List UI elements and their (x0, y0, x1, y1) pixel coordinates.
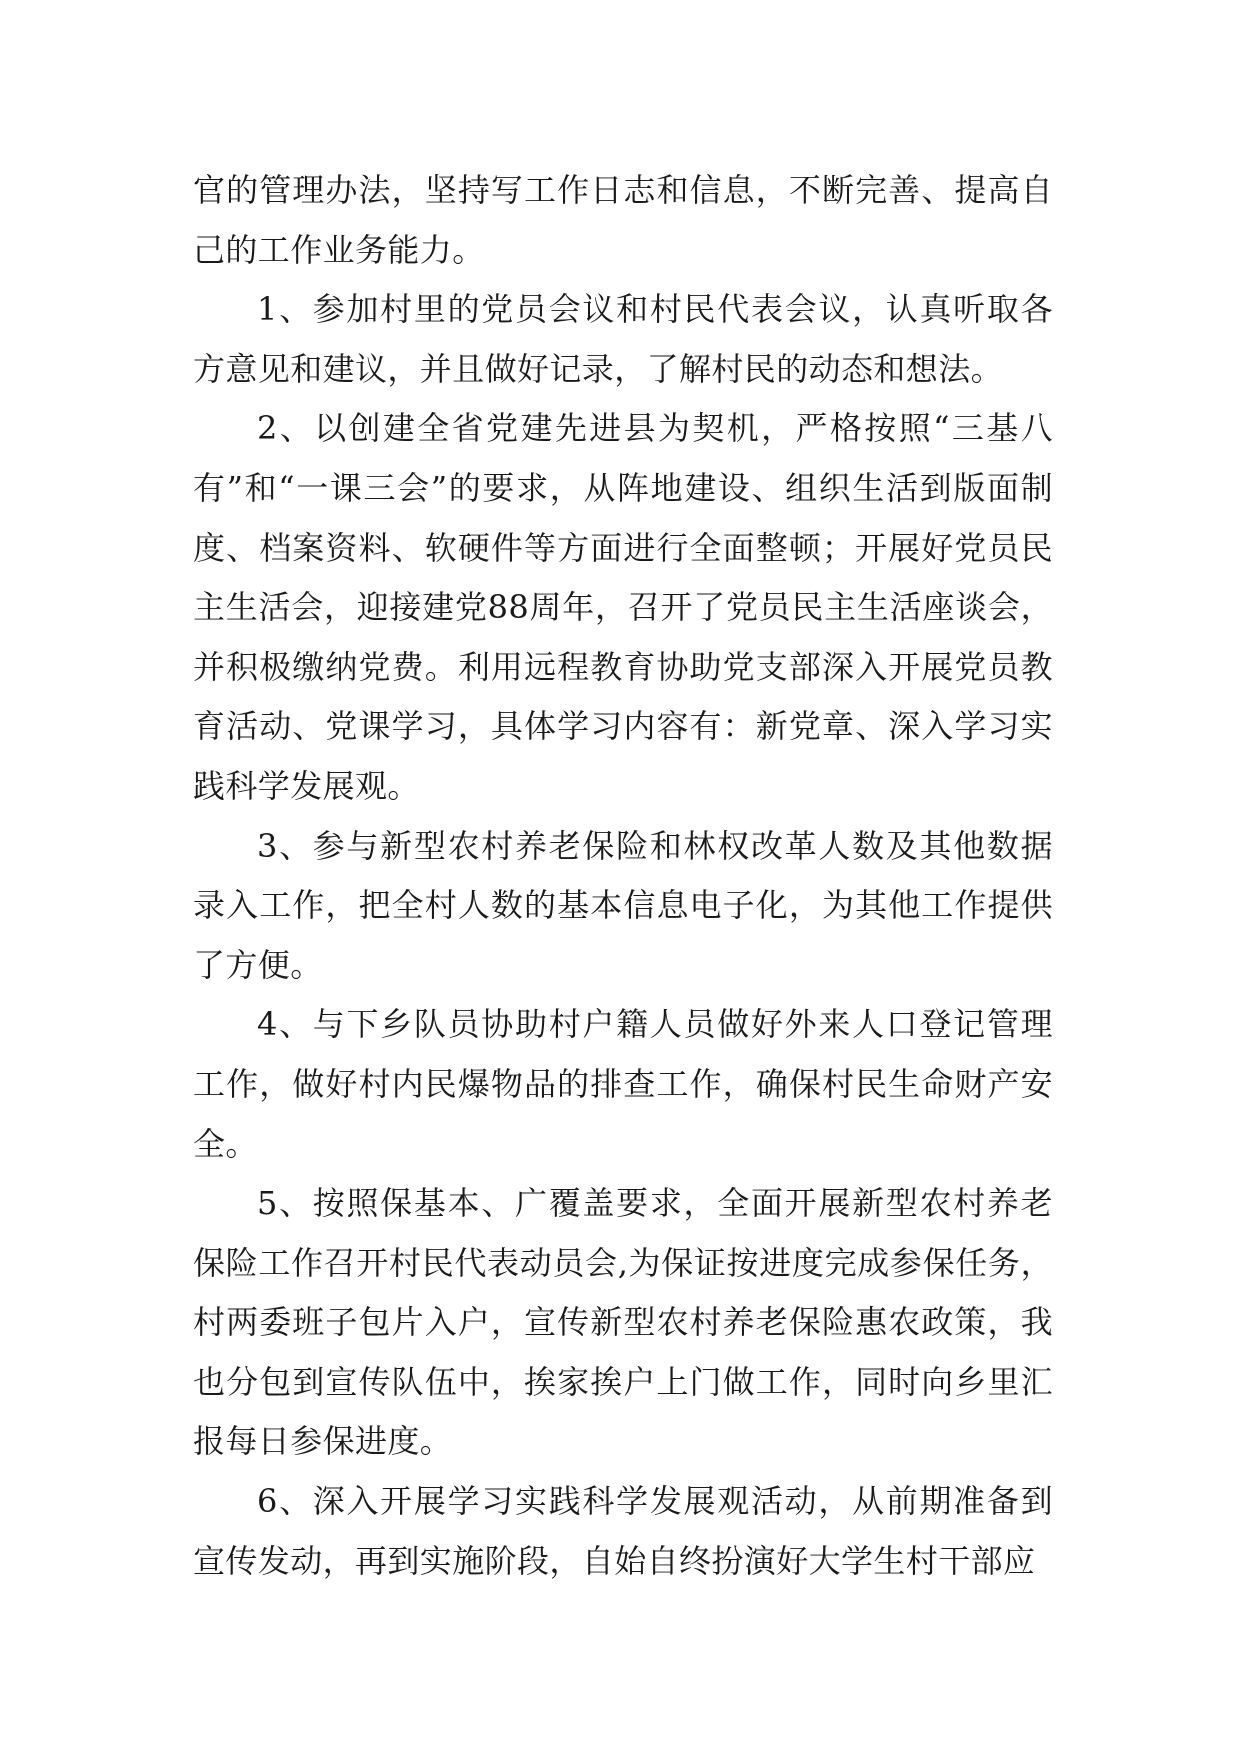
paragraph-continuation: 官的管理办法，坚持写工作日志和信息，不断完善、提高自己的工作业务能力。 (193, 171, 1053, 269)
paragraph-item-3: 3、参与新型农村养老保险和林权改革人数及其他数据录入工作，把全村人数的基本信息电子化，为其他工作提供了方便。 (193, 826, 1053, 984)
document-body (193, 161, 1053, 1591)
paragraph-item-4: 4、与下乡队员协助村户籍人员做好外来人口登记管理工作，做好村内民爆物品的排查工作，确保村民生命财产安全。 (193, 1005, 1053, 1163)
paragraph-item-1: 1、参加村里的党员会议和村民代表会议，认真听取各方意见和建议，并且做好记录，了解村民的动态和想法。 (193, 290, 1053, 388)
paragraph-item-2: 2、以创建全省党建先进县为契机，严格按照“三基八有”和“一课三会”的要求，从阵地建设、组织生活到版面制度、档案资料、软硬件等方面进行全面整顿；开展好党员民主生活会，迎接建党88周年，召开了党员民主生活座谈会，并积极缴纳党费。利用远程教育协助党支部深入开展党员教育活动、党课学习，具体学习内容有：新党章、深入学习实践科学发展观。 (193, 409, 1053, 805)
paragraph-item-6: 6、深入开展学习实践科学发展观活动，从前期准备到宣传发动，再到实施阶段，自始自终扮演好大学生村干部应 (193, 1482, 1053, 1580)
paragraph-item-5: 5、按照保基本、广覆盖要求，全面开展新型农村养老保险工作召开村民代表动员会,为保证按进度完成参保任务，村两委班子包片入户，宣传新型农村养老保险惠农政策，我也分包到宣传队伍中，挨家挨户上门做工作，同时向乡里汇报每日参保进度。 (193, 1184, 1053, 1461)
